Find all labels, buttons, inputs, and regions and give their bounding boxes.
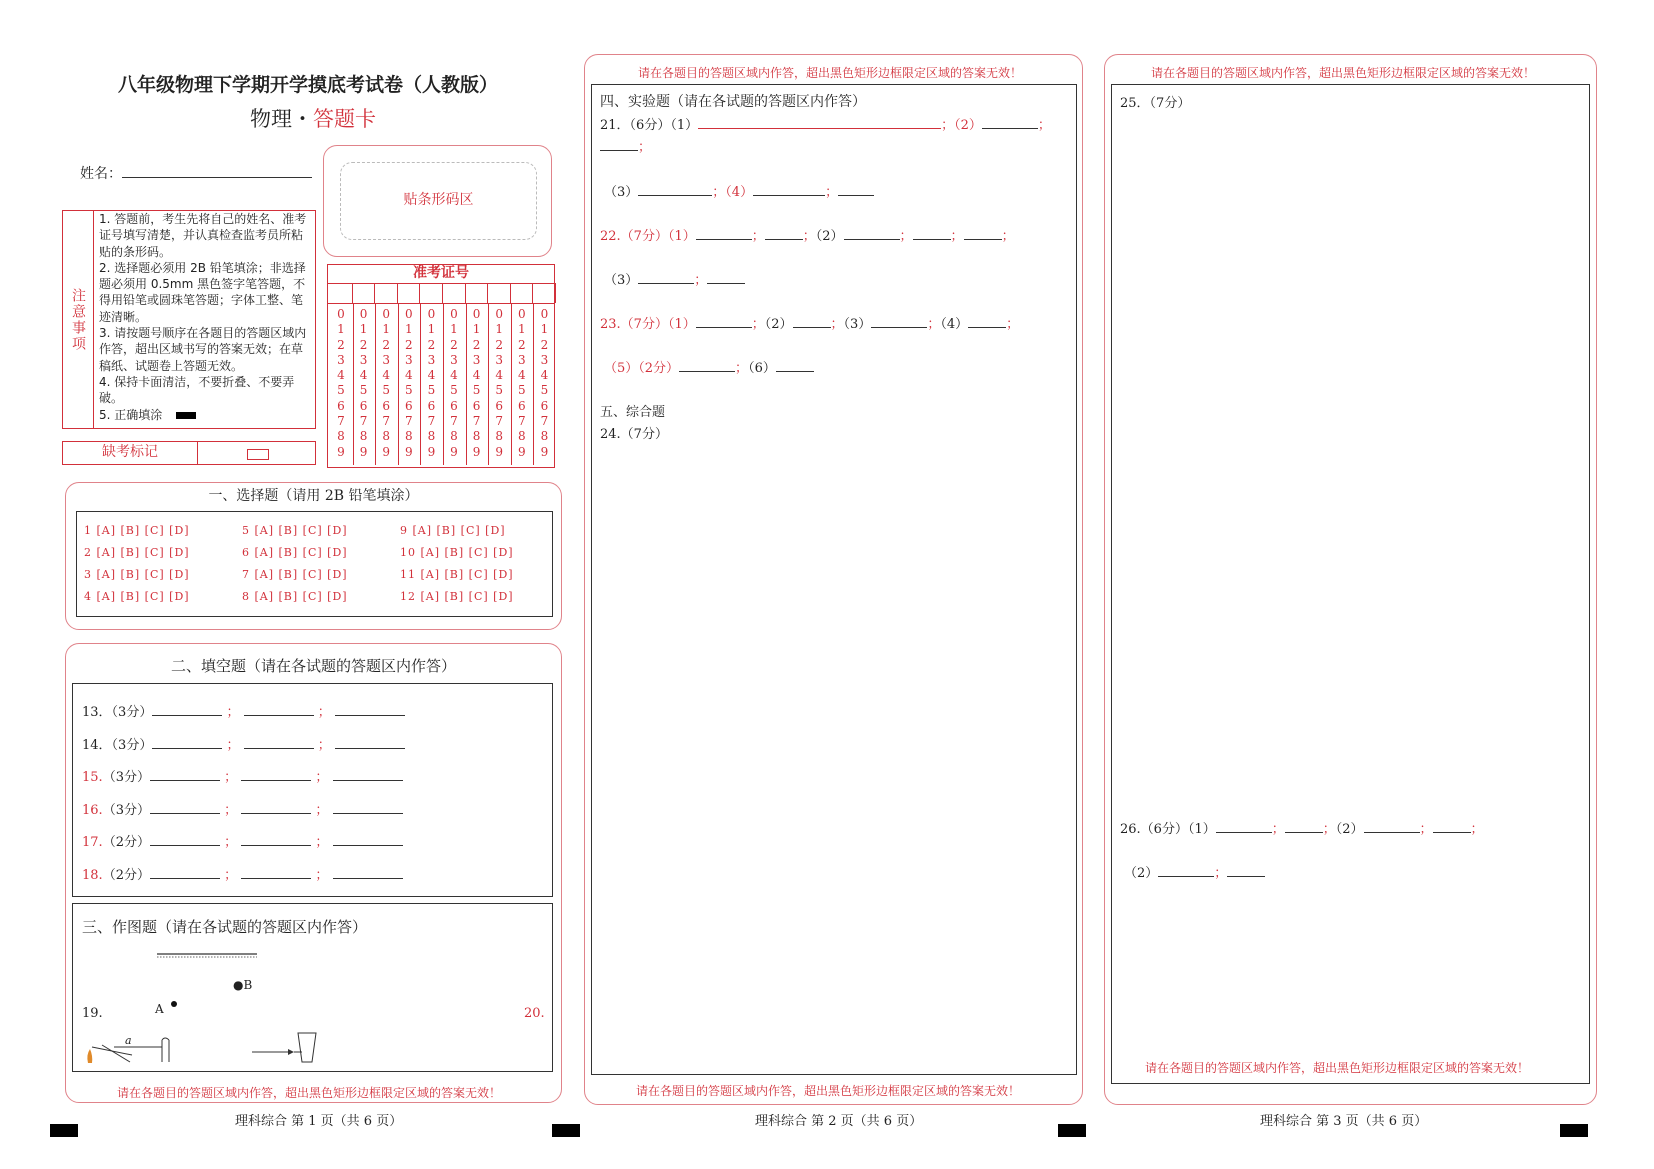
- q21-row3: （3） ；（4） ；: [604, 181, 874, 200]
- point-a-dot: [171, 1001, 177, 1007]
- exam-id-entry-box[interactable]: [466, 283, 489, 303]
- fill-answer-field[interactable]: [241, 768, 311, 781]
- exam-id-digit[interactable]: 9: [450, 444, 458, 459]
- note-item: [99, 407, 309, 423]
- note-correct-fill: 5. 正确填涂: [99, 407, 163, 422]
- exam-id-digit[interactable]: 4: [495, 368, 503, 383]
- fill-answer-field[interactable]: [333, 768, 403, 781]
- exam-id-digit[interactable]: 6: [382, 398, 390, 413]
- light-ray-left-icon: [92, 1038, 169, 1062]
- exam-id-digit-column[interactable]: [488, 307, 510, 460]
- choice-question-row[interactable]: 11 [A] [B] [C] [D]: [400, 568, 514, 581]
- exam-id-digit[interactable]: 8: [359, 429, 368, 444]
- absent-checkbox[interactable]: [247, 449, 269, 460]
- q23-1-field[interactable]: [696, 315, 752, 328]
- page3-warning-bottom: 请在各题目的答题区域内作答，超出黑色矩形边框限定区域的答案无效！: [1145, 1061, 1530, 1075]
- fill-separator: ；: [313, 705, 335, 720]
- absent-box: [62, 441, 316, 465]
- exam-id-digit[interactable]: 1: [404, 322, 413, 337]
- mirror-icon: [157, 954, 257, 957]
- fill-answer-field[interactable]: [333, 833, 403, 846]
- q22-2-label: （2）: [815, 229, 844, 244]
- exam-id-digit[interactable]: 7: [495, 414, 503, 429]
- exam-id-digit[interactable]: 3: [427, 352, 436, 367]
- exam-id-digit[interactable]: 1: [472, 322, 481, 337]
- exam-id-digit[interactable]: 2: [540, 337, 549, 352]
- q22-3-field[interactable]: [638, 271, 694, 284]
- exam-id-digit[interactable]: 3: [540, 352, 549, 367]
- page1-footer: 理科综合 第 1 页（共 6 页）: [235, 1114, 403, 1129]
- fill-question-points: （2分）: [102, 835, 150, 851]
- exam-id-digit[interactable]: 0: [450, 307, 458, 321]
- drawing-title: 三、作图题（请在各试题的答题区内作答）: [82, 918, 368, 936]
- exam-id-digit[interactable]: 6: [337, 398, 345, 413]
- exam-id-digit[interactable]: 8: [337, 429, 345, 444]
- alignment-mark: [1560, 1124, 1588, 1137]
- fill-answer-field[interactable]: [241, 833, 311, 846]
- exam-id-digit[interactable]: 7: [382, 414, 390, 429]
- exam-id-digit[interactable]: 7: [359, 414, 368, 429]
- exam-id-digit[interactable]: 7: [337, 414, 345, 429]
- exam-id-digit[interactable]: 5: [427, 383, 436, 398]
- exam-id-digit[interactable]: 2: [472, 337, 481, 352]
- note-item: 3. 请按题号顺序在各题目的答题区域内作答，超出区域书写的答案无效；在草稿纸、试题卷上答题无效。: [99, 326, 307, 373]
- exam-id-digit[interactable]: 9: [337, 444, 345, 459]
- exam-id-digit[interactable]: 2: [450, 337, 458, 352]
- fill-separator: ；: [219, 770, 242, 786]
- q22-3-label: （3）: [604, 273, 639, 288]
- q23-row1: 23.（7分）（1） ；（2） ；（3） ；（4） ；: [600, 317, 1020, 332]
- fill-separator: ；: [219, 802, 242, 818]
- exam-id-digit[interactable]: 8: [540, 429, 549, 444]
- exam-id-digit[interactable]: 5: [472, 383, 481, 398]
- exam-id-entry-box[interactable]: [488, 283, 511, 303]
- absent-label: 缺考标记: [63, 442, 198, 464]
- exam-id-label: 准考证号: [328, 265, 554, 284]
- exam-id-digit-column[interactable]: [420, 307, 442, 460]
- fill-question-number: 13．: [82, 705, 112, 720]
- fill-answer-field[interactable]: [152, 703, 222, 716]
- experiment-title: 四、实验题（请在各试题的答题区内作答）: [600, 94, 866, 110]
- exam-id-digit[interactable]: 6: [404, 398, 413, 413]
- exam-id-digit[interactable]: 3: [450, 352, 458, 367]
- barcode-area: [340, 162, 537, 240]
- exam-id-digit[interactable]: 5: [450, 383, 458, 398]
- q23-5-field[interactable]: [679, 359, 735, 372]
- q26-2-field[interactable]: [1364, 820, 1420, 833]
- comprehensive-title: 五、综合题: [600, 405, 666, 420]
- subtitle-subject: 物理・: [250, 107, 313, 131]
- choice-question-row[interactable]: 6 [A] [B] [C] [D]: [242, 546, 348, 559]
- exam-id-digit[interactable]: 0: [337, 307, 345, 321]
- q21-2-field[interactable]: [982, 116, 1038, 129]
- fill-question-points: （2分）: [102, 868, 150, 883]
- exam-id-grid: [328, 283, 554, 467]
- exam-id-digit[interactable]: 2: [495, 337, 503, 352]
- q21-row2: ；: [600, 136, 651, 155]
- q23-5-label: （5）（2分）: [604, 361, 680, 376]
- light-ray-right-icon: [252, 1033, 316, 1062]
- exam-id-digit[interactable]: 6: [472, 398, 481, 413]
- exam-id-entry-box[interactable]: [398, 283, 421, 303]
- fill-question-points: （3分）: [111, 737, 153, 753]
- fill-separator: ；: [219, 835, 242, 851]
- fill-question-row: [82, 734, 405, 753]
- page1-warning: 请在各题目的答题区域内作答，超出黑色矩形边框限定区域的答案无效！: [117, 1086, 502, 1100]
- choice-question-row[interactable]: 12 [A] [B] [C] [D]: [400, 590, 514, 603]
- exam-id-digit[interactable]: 4: [427, 368, 436, 383]
- fill-question-number: 15.: [82, 770, 103, 786]
- exam-id-digit-column[interactable]: [375, 307, 397, 460]
- q26-2c-field[interactable]: [1158, 864, 1214, 877]
- fill-question-points: （3分）: [111, 705, 153, 720]
- exam-id-digit[interactable]: 2: [337, 337, 345, 352]
- fill-question-number: 14．: [82, 737, 112, 753]
- q23-2-label: （2）: [764, 317, 793, 332]
- alignment-mark: [50, 1124, 78, 1137]
- point-b-label: ●B: [233, 978, 253, 992]
- exam-id-digit[interactable]: 5: [382, 383, 390, 398]
- exam-id-digit[interactable]: 6: [540, 398, 549, 413]
- q21-4b-field[interactable]: [838, 183, 874, 196]
- choice-question-row[interactable]: 7 [A] [B] [C] [D]: [242, 568, 348, 581]
- fill-answer-field[interactable]: [333, 801, 403, 814]
- name-row: [80, 163, 312, 183]
- exam-id-digit[interactable]: 7: [517, 414, 526, 429]
- fill-question-row: [82, 701, 405, 720]
- fill-answer-field[interactable]: [152, 736, 222, 749]
- exam-id-digit[interactable]: 0: [404, 307, 413, 321]
- q23-label: 23.（7分）（1）: [600, 317, 696, 332]
- exam-id-digit[interactable]: 4: [382, 368, 390, 383]
- fill-separator: ；: [311, 802, 333, 818]
- note-item: 2. 选择题必须用 2B 铅笔填涂；非选择题必须用 0.5mm 黑色签字笔答题，不得用铅笔或圆珠笔答题；字体工整、笔迹清晰。: [99, 260, 306, 324]
- fill-answer-field[interactable]: [241, 866, 311, 879]
- exam-id-digit[interactable]: 6: [495, 398, 503, 413]
- q22-row1: 22.（7分）（1） ； ；（2） ； ； ；: [600, 229, 1015, 244]
- q23-6-field[interactable]: [776, 359, 814, 372]
- page2-warning-top: 请在各题目的答题区域内作答，超出黑色矩形边框限定区域的答案无效！: [638, 66, 1023, 80]
- q23-3-field[interactable]: [871, 315, 927, 328]
- exam-id-digit[interactable]: 3: [404, 352, 413, 367]
- fill-separator: ；: [219, 868, 242, 883]
- exam-id-digit[interactable]: 3: [382, 352, 390, 367]
- choice-question-row[interactable]: 3 [A] [B] [C] [D]: [84, 568, 190, 581]
- exam-id-digit[interactable]: 3: [472, 352, 481, 367]
- fill-sample: [176, 412, 196, 419]
- fill-answer-field[interactable]: [150, 801, 220, 814]
- exam-id-digit[interactable]: 0: [540, 307, 549, 321]
- exam-id-digit[interactable]: 1: [540, 322, 549, 337]
- exam-id-digit[interactable]: 1: [450, 322, 458, 337]
- page2-footer: 理科综合 第 2 页（共 6 页）: [755, 1114, 923, 1129]
- exam-id-digit[interactable]: 4: [472, 368, 481, 383]
- fill-answer-field[interactable]: [244, 736, 314, 749]
- choice-question-row[interactable]: 1 [A] [B] [C] [D]: [84, 524, 190, 537]
- choice-title: 一、选择题（请用 2B 铅笔填涂）: [208, 488, 419, 504]
- page3-footer: 理科综合 第 3 页（共 6 页）: [1260, 1114, 1428, 1129]
- point-a-label: A: [155, 1002, 164, 1016]
- q26-row1: 26.（6分）（1） ； ；（2） ； ；: [1120, 822, 1484, 837]
- q21-label: 21．（6分）（1）: [600, 118, 699, 133]
- name-label: 姓名：: [80, 166, 122, 182]
- exam-id-digit[interactable]: 9: [359, 444, 368, 459]
- exam-id-digit[interactable]: 8: [404, 429, 413, 444]
- exam-id-digit[interactable]: 7: [450, 414, 458, 429]
- drawing-diagrams: [72, 903, 553, 1072]
- exam-id-digit[interactable]: 8: [382, 429, 390, 444]
- fill-question-number: 17.: [82, 835, 103, 851]
- q21-3-field[interactable]: [638, 183, 712, 196]
- alignment-mark: [1058, 1124, 1086, 1137]
- exam-id-digit[interactable]: 9: [495, 444, 503, 459]
- q22-2b-field[interactable]: [913, 227, 951, 240]
- q21-2b-field[interactable]: [600, 138, 638, 151]
- exam-id-digit-column[interactable]: [511, 307, 533, 460]
- q21-2-label: （2）: [954, 118, 982, 133]
- exam-id-digit[interactable]: 3: [359, 352, 368, 367]
- fill-answer-field[interactable]: [150, 866, 220, 879]
- notes-box: [62, 210, 316, 429]
- exam-id-digit[interactable]: 0: [382, 307, 390, 321]
- exam-id-digit[interactable]: 7: [472, 414, 481, 429]
- fill-question-row: [82, 766, 403, 785]
- exam-id-digit[interactable]: 8: [450, 429, 458, 444]
- exam-id-digit-column[interactable]: [330, 307, 352, 460]
- exam-id-entry-box[interactable]: [330, 283, 353, 303]
- exam-id-digit[interactable]: 0: [495, 307, 503, 321]
- q21-1-field[interactable]: [698, 116, 941, 129]
- exam-id-entry-box[interactable]: [511, 283, 534, 303]
- choice-question-row[interactable]: 8 [A] [B] [C] [D]: [242, 590, 348, 603]
- page-title: 八年级物理下学期开学摸底考试卷（人教版）: [118, 74, 499, 96]
- q22-1b-field[interactable]: [765, 227, 803, 240]
- q24-label: 24.（7分）: [600, 427, 668, 442]
- exam-id-digit[interactable]: 9: [472, 444, 481, 459]
- page3-answer-frame: [1111, 84, 1590, 1084]
- exam-id-entry-box[interactable]: [443, 283, 466, 303]
- note-item: 4. 保持卡面清洁，不要折叠、不要弄破。: [99, 374, 295, 406]
- exam-id-digit[interactable]: 4: [337, 368, 345, 383]
- name-field[interactable]: [122, 165, 312, 178]
- fill-question-number: 16.: [82, 802, 103, 818]
- exam-id-digit[interactable]: 8: [472, 429, 481, 444]
- exam-id-entry-box[interactable]: [375, 283, 398, 303]
- fill-title: 二、填空题（请在各试题的答题区内作答）: [170, 657, 456, 675]
- q20-label: 20.: [524, 1006, 545, 1021]
- exam-id-digit[interactable]: 7: [427, 414, 436, 429]
- fill-question-row: [82, 831, 403, 850]
- exam-id-digit[interactable]: 1: [495, 322, 503, 337]
- exam-id-digit[interactable]: 5: [517, 383, 526, 398]
- exam-id-digit[interactable]: 5: [359, 383, 368, 398]
- fill-answer-field[interactable]: [150, 833, 220, 846]
- choice-question-row[interactable]: 4 [A] [B] [C] [D]: [84, 590, 190, 603]
- q23-6-label: （6）: [748, 361, 776, 376]
- q22-2-field[interactable]: [844, 227, 900, 240]
- fill-question-row: [82, 864, 403, 883]
- exam-id-digit[interactable]: 3: [495, 352, 503, 367]
- q26-2b-field[interactable]: [1433, 820, 1471, 833]
- exam-id-digit[interactable]: 7: [540, 414, 549, 429]
- barcode-frame: [323, 145, 552, 257]
- alignment-mark: [552, 1124, 580, 1137]
- exam-id-digit[interactable]: 5: [540, 383, 549, 398]
- exam-id-digit[interactable]: 4: [517, 368, 526, 383]
- fill-separator: ；: [222, 705, 244, 720]
- exam-id-digit[interactable]: 5: [404, 383, 413, 398]
- q22-1-field[interactable]: [696, 227, 752, 240]
- exam-id-digit[interactable]: 6: [517, 398, 526, 413]
- choice-question-row[interactable]: 5 [A] [B] [C] [D]: [242, 524, 348, 537]
- q23-4-field[interactable]: [968, 315, 1006, 328]
- q22-row2: （3） ；: [604, 269, 745, 288]
- exam-id-digit[interactable]: 1: [427, 322, 436, 337]
- notes-list: [99, 211, 309, 423]
- exam-id-digit[interactable]: 3: [517, 352, 526, 367]
- exam-id-digit[interactable]: 9: [427, 444, 436, 459]
- exam-id-digit-column[interactable]: [466, 307, 488, 460]
- exam-id-digit[interactable]: 9: [404, 444, 413, 459]
- exam-id-digit[interactable]: 1: [359, 322, 368, 337]
- exam-id-digit[interactable]: 1: [517, 322, 526, 337]
- exam-id-entry-box[interactable]: [533, 283, 556, 303]
- exam-id-digit[interactable]: 8: [495, 429, 503, 444]
- q26-2d-field[interactable]: [1227, 864, 1265, 877]
- page2-warning-bottom: 请在各题目的答题区域内作答，超出黑色矩形边框限定区域的答案无效！: [636, 1084, 1021, 1098]
- exam-id-digit[interactable]: 5: [495, 383, 503, 398]
- choice-question-row[interactable]: 9 [A] [B] [C] [D]: [400, 524, 506, 537]
- exam-id-digit[interactable]: 2: [517, 337, 526, 352]
- subtitle: [250, 103, 376, 133]
- note-item: 1. 答题前，考生先将自己的姓名、准考证号填写清楚，并认真检查监考员所粘贴的条形码。: [99, 212, 307, 259]
- exam-id-digit[interactable]: 9: [382, 444, 390, 459]
- q23-row2: （5）（2分） ；（6）: [604, 357, 814, 376]
- fill-question-number: 18.: [82, 868, 103, 883]
- choice-question-row[interactable]: 2 [A] [B] [C] [D]: [84, 546, 190, 559]
- fill-separator: ；: [313, 737, 335, 753]
- alpha-label: a: [125, 1034, 132, 1047]
- barcode-label: 贴条形码区: [403, 192, 474, 208]
- q23-2-field[interactable]: [793, 315, 831, 328]
- q19-label: 19.: [82, 1006, 103, 1021]
- exam-id-digit[interactable]: 0: [427, 307, 436, 321]
- candle-icon: [87, 1049, 92, 1063]
- fill-answer-field[interactable]: [241, 801, 311, 814]
- exam-id-box: [327, 264, 555, 468]
- exam-id-digit[interactable]: 4: [404, 368, 413, 383]
- subtitle-card: 答题卡: [313, 107, 376, 131]
- exam-id-digit[interactable]: 2: [359, 337, 368, 352]
- exam-id-digit[interactable]: 7: [404, 414, 413, 429]
- exam-id-digit[interactable]: 0: [517, 307, 526, 321]
- exam-id-digit[interactable]: 2: [404, 337, 413, 352]
- exam-id-digit[interactable]: 1: [382, 322, 390, 337]
- fill-separator: ；: [222, 737, 244, 753]
- q26-2c-label: （2）: [1124, 866, 1159, 881]
- fill-answer-field[interactable]: [335, 703, 405, 716]
- fill-question-points: （3分）: [102, 802, 150, 818]
- exam-id-digit[interactable]: 1: [337, 322, 345, 337]
- exam-id-digit-column[interactable]: [443, 307, 465, 460]
- q26-row2: （2） ；: [1124, 862, 1265, 881]
- exam-id-digit[interactable]: 4: [359, 368, 368, 383]
- q21-3-label: （3）: [604, 185, 639, 200]
- exam-id-digit[interactable]: 2: [382, 337, 390, 352]
- q23-3-label: （3）: [843, 317, 872, 332]
- exam-id-digit[interactable]: 2: [427, 337, 436, 352]
- fill-answer-field[interactable]: [150, 768, 220, 781]
- fill-answer-field[interactable]: [335, 736, 405, 749]
- choice-question-row[interactable]: 10 [A] [B] [C] [D]: [400, 546, 514, 559]
- q26-1-field[interactable]: [1216, 820, 1272, 833]
- exam-id-divider: [328, 303, 554, 304]
- exam-id-digit-column[interactable]: [398, 307, 420, 460]
- exam-id-digit[interactable]: 8: [517, 429, 526, 444]
- q26-1b-field[interactable]: [1285, 820, 1323, 833]
- exam-id-digit[interactable]: 5: [337, 383, 345, 398]
- fill-separator: ；: [311, 868, 333, 883]
- q22-label: 22.（7分）（1）: [600, 229, 696, 244]
- q22-2c-field[interactable]: [964, 227, 1002, 240]
- exam-id-digit[interactable]: 8: [427, 429, 436, 444]
- q26-2-label: （2）: [1335, 822, 1364, 837]
- exam-id-digit[interactable]: 3: [337, 352, 345, 367]
- q21-4-field[interactable]: [753, 183, 825, 196]
- exam-id-entry-box[interactable]: [420, 283, 443, 303]
- q23-4-label: （4）: [940, 317, 969, 332]
- fill-separator: ；: [311, 835, 333, 851]
- q21-row1: 21．（6分）（1） ；（2） ；: [600, 118, 1051, 133]
- fill-question-points: （3分）: [102, 770, 150, 786]
- q26-label: 26.（6分）（1）: [1120, 822, 1216, 837]
- exam-id-digit[interactable]: 6: [427, 398, 436, 413]
- exam-id-digit[interactable]: 0: [359, 307, 368, 321]
- exam-id-digit[interactable]: 4: [450, 368, 458, 383]
- exam-id-digit[interactable]: 6: [359, 398, 368, 413]
- exam-id-digit-column[interactable]: [353, 307, 375, 460]
- exam-id-digit[interactable]: 4: [540, 368, 549, 383]
- exam-id-digit[interactable]: 6: [450, 398, 458, 413]
- notes-label: 注意事项: [63, 211, 94, 428]
- page3-warning-top: 请在各题目的答题区域内作答，超出黑色矩形边框限定区域的答案无效！: [1151, 66, 1536, 80]
- exam-id-entry-box[interactable]: [353, 283, 376, 303]
- q22-3b-field[interactable]: [707, 271, 745, 284]
- exam-id-digit[interactable]: 9: [517, 444, 526, 459]
- q21-4-label: （4）: [725, 185, 754, 200]
- exam-id-digit[interactable]: 0: [472, 307, 481, 321]
- exam-id-digit-column[interactable]: [533, 307, 555, 460]
- fill-question-row: [82, 799, 403, 818]
- fill-answer-field[interactable]: [333, 866, 403, 879]
- fill-answer-field[interactable]: [244, 703, 314, 716]
- q25-label: 25．（7分）: [1120, 96, 1191, 111]
- fill-separator: ；: [311, 770, 333, 786]
- exam-id-digit[interactable]: 9: [540, 444, 549, 459]
